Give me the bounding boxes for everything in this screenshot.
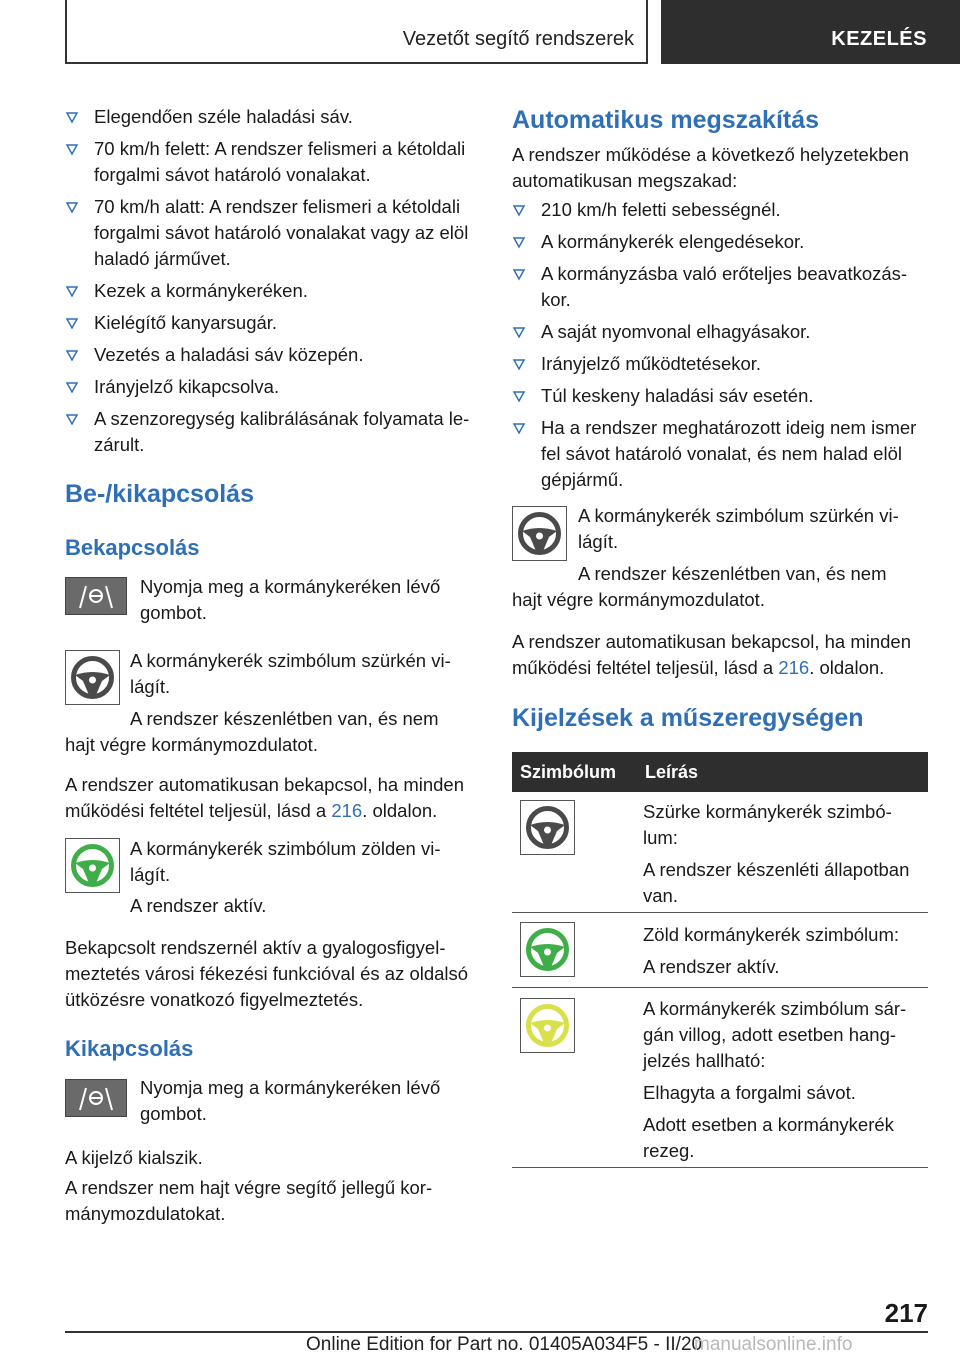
col-symbol-header: Szimbólum xyxy=(520,762,617,782)
row3-text-6: rezeg. xyxy=(643,1140,695,1161)
auto-on-right-text-2: működési feltétel teljesül, lásd a 216. oldalon. xyxy=(512,657,885,678)
ready-text-2: hajt végre kormánymozdulatot. xyxy=(65,734,318,755)
on-press-text-1: Nyomja meg a kormánykeréken lévő xyxy=(140,576,441,597)
steering-wheel-yellow-icon-table xyxy=(520,998,575,1053)
auto-on-text-1: A rendszer automatikusan bekapcsol, ha minden xyxy=(65,774,465,795)
pedestrian-text-2: meztetés városi fékezési funkcióval és az oldalsó xyxy=(65,963,469,984)
table-row-divider xyxy=(512,912,928,913)
triangle-bullet-icon xyxy=(512,319,526,345)
requirement-text: forgalmi sávot határoló vonalakat vagy az elöl xyxy=(94,222,469,243)
heading-on-off: Be-/kikapcsolás xyxy=(65,480,254,508)
no-steer-text-1: A rendszer nem hajt végre segítő jellegű kor- xyxy=(65,1177,433,1198)
on-press-text-2: gombot. xyxy=(140,602,207,623)
table-row-divider xyxy=(512,987,928,988)
pedestrian-text-1: Bekapcsolt rendszernél aktív a gyalogosfigyel- xyxy=(65,937,446,958)
triangle-bullet-icon xyxy=(65,310,79,336)
requirement-text: zárult. xyxy=(94,434,145,455)
footer-rule xyxy=(65,1331,928,1333)
row1-text-2: lum: xyxy=(643,827,678,848)
gray-symbol-right-text-2: lágít. xyxy=(578,531,619,552)
steering-wheel-green-icon xyxy=(65,838,120,893)
watermark-text: manualsonline.info xyxy=(694,1334,853,1355)
table-row-divider xyxy=(512,1167,928,1168)
gray-symbol-right-text-1: A kormánykerék szimbólum szürkén vi- xyxy=(578,505,899,526)
heading-display: Kijelzések a műszeregységen xyxy=(512,704,864,732)
requirement-text: 70 km/h felett: A rendszer felismeri a kétoldali xyxy=(94,138,466,159)
steering-wheel-gray-icon-table xyxy=(520,800,575,855)
no-steer-text-2: mánymozdulatokat. xyxy=(65,1203,226,1224)
intro-text-1: A rendszer működése a következő helyzetekben xyxy=(512,144,909,165)
row3-text-3: jelzés hallható: xyxy=(643,1050,766,1071)
edition-text: Online Edition for Part no. 01405A034F5 - II/20 xyxy=(306,1334,703,1355)
gray-symbol-text-2: lágít. xyxy=(130,676,171,697)
triangle-bullet-icon xyxy=(512,351,526,377)
triangle-bullet-icon xyxy=(512,197,526,223)
interrupt-text: Irányjelző működtetésekor. xyxy=(541,353,762,374)
intro-text-2: automatikusan megszakad: xyxy=(512,170,738,191)
interrupt-text: Ha a rendszer meghatározott ideig nem ismer xyxy=(541,417,917,438)
requirement-text: haladó járművet. xyxy=(94,248,231,269)
requirement-text: Irányjelző kikapcsolva. xyxy=(94,376,280,397)
chapter-title: Vezetőt segítő rendszerek xyxy=(402,28,634,50)
pedestrian-text-3: ütközésre vonatkozó figyelmeztetés. xyxy=(65,989,364,1010)
triangle-bullet-icon xyxy=(512,261,526,287)
off-press-text-2: gombot. xyxy=(140,1103,207,1124)
triangle-bullet-icon xyxy=(65,406,79,432)
heading-auto-interrupt: Automatikus megszakítás xyxy=(512,106,820,134)
auto-on-text-2: működési feltétel teljesül, lásd a 216. oldalon. xyxy=(65,800,438,821)
row2-text-1: Zöld kormánykerék szimbólum: xyxy=(643,924,899,945)
steering-wheel-gray-icon-right xyxy=(512,506,567,561)
ready-right-text-2: hajt végre kormánymozdulatot. xyxy=(512,589,765,610)
section-title: KEZELÉS xyxy=(831,28,927,50)
row3-text-4: Elhagyta a forgalmi sávot. xyxy=(643,1082,856,1103)
off-press-text-1: Nyomja meg a kormánykeréken lévő xyxy=(140,1077,441,1098)
triangle-bullet-icon xyxy=(65,342,79,368)
requirement-text: forgalmi sávot határoló vonalakat. xyxy=(94,164,371,185)
steering-wheel-gray-icon xyxy=(65,650,120,705)
page-link-216-right[interactable]: 216 xyxy=(778,657,810,678)
header-title-box xyxy=(65,0,648,64)
ready-text-1: A rendszer készenlétben van, és nem xyxy=(130,708,439,729)
requirement-text: Kielégítő kanyarsugár. xyxy=(94,312,278,333)
interrupt-text: fel sávot határoló vonalat, és nem halad elöl xyxy=(541,443,902,464)
green-symbol-text-2: lágít. xyxy=(130,864,171,885)
row2-text-2: A rendszer aktív. xyxy=(643,956,780,977)
interrupt-text: kor. xyxy=(541,289,571,310)
triangle-bullet-icon xyxy=(512,383,526,409)
row1-text-4: van. xyxy=(643,885,678,906)
page-link-216[interactable]: 216 xyxy=(331,800,363,821)
heading-switch-off: Kikapcsolás xyxy=(65,1036,194,1061)
row3-text-1: A kormánykerék szimbólum sár- xyxy=(643,998,907,1019)
triangle-bullet-icon xyxy=(65,374,79,400)
interrupt-text: 210 km/h feletti sebességnél. xyxy=(541,199,781,220)
triangle-bullet-icon xyxy=(512,229,526,255)
triangle-bullet-icon xyxy=(65,104,79,130)
lane-assist-button-icon-off xyxy=(65,1079,127,1117)
triangle-bullet-icon xyxy=(65,136,79,162)
row1-text-3: A rendszer készenléti állapotban xyxy=(643,859,910,880)
triangle-bullet-icon xyxy=(65,194,79,220)
active-text: A rendszer aktív. xyxy=(130,895,267,916)
row3-text-2: gán villog, adott esetben hang- xyxy=(643,1024,897,1045)
triangle-bullet-icon xyxy=(65,278,79,304)
symbol-table-header xyxy=(512,752,928,792)
green-symbol-text-1: A kormánykerék szimbólum zölden vi- xyxy=(130,838,441,859)
display-off-text: A kijelző kialszik. xyxy=(65,1147,203,1168)
row3-text-5: Adott esetben a kormánykerék xyxy=(643,1114,894,1135)
interrupt-text: Túl keskeny haladási sáv esetén. xyxy=(541,385,814,406)
requirement-text: Elegendően széle haladási sáv. xyxy=(94,106,353,127)
auto-on-right-text-1: A rendszer automatikusan bekapcsol, ha minden xyxy=(512,631,912,652)
interrupt-text: A kormánykerék elengedésekor. xyxy=(541,231,805,252)
triangle-bullet-icon xyxy=(512,415,526,441)
header-section-box xyxy=(661,0,960,64)
interrupt-text: A saját nyomvonal elhagyásakor. xyxy=(541,321,811,342)
interrupt-text: gépjármű. xyxy=(541,469,624,490)
page-number: 217 xyxy=(884,1298,928,1328)
row1-text-1: Szürke kormánykerék szimbó- xyxy=(643,801,892,822)
requirement-text: Kezek a kormánykeréken. xyxy=(94,280,308,301)
steering-wheel-green-icon-table xyxy=(520,922,575,977)
lane-assist-button-icon xyxy=(65,577,127,615)
ready-right-text-1: A rendszer készenlétben van, és nem xyxy=(578,563,887,584)
col-description-header: Leírás xyxy=(645,762,699,782)
heading-switch-on: Bekapcsolás xyxy=(65,535,200,560)
interrupt-text: A kormányzásba való erőteljes beavatkozás- xyxy=(541,263,908,284)
requirement-text: A szenzoregység kalibrálásának folyamata le- xyxy=(94,408,470,429)
requirement-text: 70 km/h alatt: A rendszer felismeri a kétoldali xyxy=(94,196,461,217)
requirement-text: Vezetés a haladási sáv közepén. xyxy=(94,344,364,365)
gray-symbol-text-1: A kormánykerék szimbólum szürkén vi- xyxy=(130,650,451,671)
